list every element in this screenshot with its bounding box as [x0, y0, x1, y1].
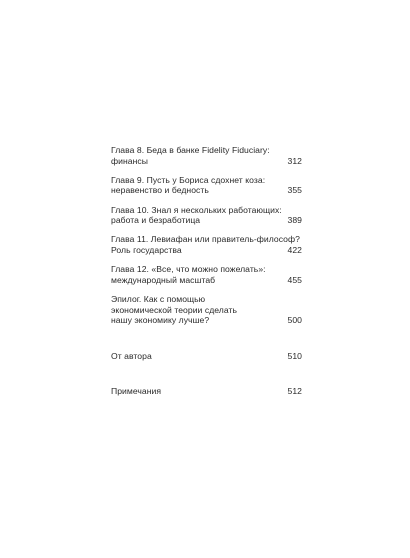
- toc-entry-line: От автора: [111, 350, 152, 361]
- toc-entry-line: финансы: [111, 155, 148, 166]
- toc-entry-line: Глава 9. Пусть у Бориса сдохнет коза:: [111, 174, 266, 185]
- toc-entry-title: [111, 234, 302, 255]
- table-of-contents: [111, 145, 302, 405]
- toc-entry-chapter-12: [111, 264, 302, 285]
- toc-entry-title: [111, 264, 302, 285]
- toc-entry-page-number: 500: [287, 315, 302, 326]
- toc-entry-title: [111, 205, 302, 226]
- toc-entry-line: Глава 11. Левиафан или правитель-философ?: [111, 234, 300, 245]
- toc-entry-line: Глава 12. «Все, что можно пожелать»:: [111, 264, 266, 275]
- toc-entry-page-number: 512: [287, 386, 302, 397]
- toc-entry-title: [111, 351, 302, 362]
- toc-entry-notes: [111, 386, 302, 397]
- toc-entry-page-number: 389: [287, 215, 302, 226]
- toc-entry-chapter-8: [111, 145, 302, 166]
- toc-entry-title: [111, 145, 302, 166]
- toc-entry-title: [111, 386, 302, 397]
- toc-entry-line: Примечания: [111, 386, 162, 397]
- toc-entry-page-number: 422: [287, 244, 302, 255]
- toc-entry-line: нашу экономику лучше?: [111, 315, 210, 326]
- toc-entry-line: работа и безработица: [111, 215, 201, 226]
- toc-entry-line: экономической теории сделать: [111, 304, 238, 315]
- toc-entry-line: неравенство и бедность: [111, 185, 209, 196]
- toc-entry-page-number: 455: [287, 274, 302, 285]
- toc-entry-title: [111, 175, 302, 196]
- toc-entry-page-number: 312: [287, 155, 302, 166]
- toc-entry-line: международный масштаб: [111, 274, 216, 285]
- toc-entry-line: Роль государства: [111, 244, 182, 255]
- toc-entry-line: Эпилог. Как с помощью: [111, 293, 206, 304]
- toc-entry-chapter-11: [111, 234, 302, 255]
- toc-entry-line: Глава 8. Беда в банке Fidelity Fiduciary:: [111, 145, 270, 155]
- toc-entry-title: [111, 294, 302, 326]
- toc-entry-page-number: 510: [287, 350, 302, 361]
- toc-entry-epilogue: [111, 294, 302, 326]
- toc-entry-chapter-9: [111, 175, 302, 196]
- toc-entry-chapter-10: [111, 205, 302, 226]
- toc-entry-page-number: 355: [287, 185, 302, 196]
- toc-entry-line: Глава 10. Знал я нескольких работающих:: [111, 204, 282, 215]
- toc-entry-from-author: [111, 351, 302, 362]
